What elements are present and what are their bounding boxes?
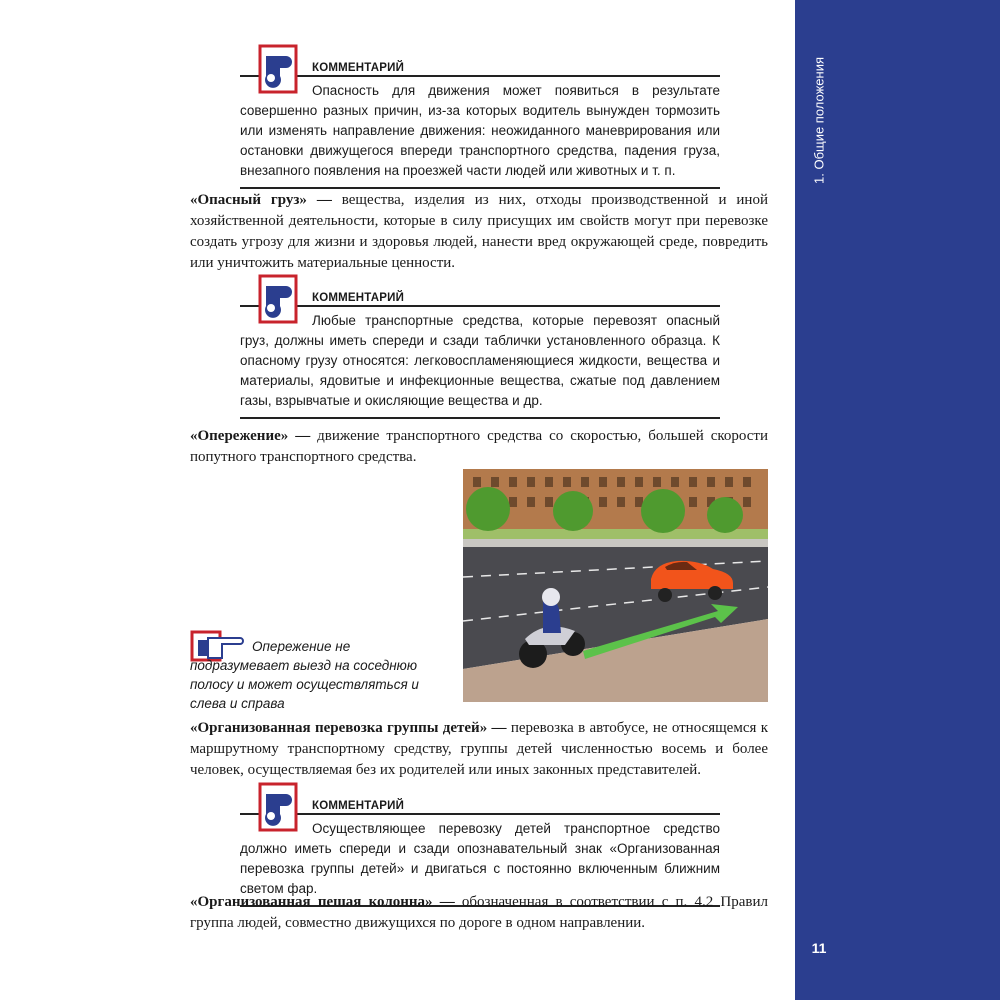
comment-header — [240, 796, 720, 815]
comment-box — [240, 58, 720, 189]
whistle-icon — [258, 44, 298, 94]
page-number: 11 — [811, 940, 827, 956]
term-title: «Опасный груз» — — [190, 192, 332, 208]
comment-label: КОММЕНТАРИЙ — [312, 800, 405, 812]
term-title: «Организованная пешая колонна» — — [190, 894, 455, 910]
comment-header — [240, 288, 720, 307]
definition-children-transport — [190, 718, 768, 781]
comment-text: Осуществляющее перевозку детей транспортное средство должно иметь спереди и сзади опознавательный знак «Организованная перевозка группы детей» и двигаться с постоянно включенным ближним светом фар. — [240, 821, 720, 896]
comment-text: Опасность для движения может появиться в результате совершенно разных причин, из-за которых водитель вынужден тормозить или изменять направление движения: неожиданного маневрирования или остановки движущегося впереди транспортного средства, падения груза, внезапного появления на проезжей части людей или животных и т. п. — [240, 83, 720, 178]
whistle-icon — [258, 274, 298, 324]
term-definition: движение транспортного средства со скоростью, большей скорости попутного транспортного средства. — [190, 428, 769, 465]
term-definition: перевозка в автобусе, не относящемся к маршрутному транспортному средству, группы детей численностью восемь и более человек, осуществляемая без их родителей или иных законных представителей. — [190, 720, 768, 778]
definition-outpacing — [190, 426, 768, 468]
definition-pedestrian-column — [190, 892, 768, 934]
comment-box — [240, 796, 720, 907]
comment-header — [240, 58, 720, 77]
term-title: «Опережение» — — [190, 428, 311, 444]
road-illustration — [463, 469, 768, 702]
comment-label: КОММЕНТАРИЙ — [312, 292, 405, 304]
term-definition: обозначенная в соответствии с п. 4.2 Правил группа людей, совместно движущихся по дороге в одном направлении. — [190, 894, 768, 931]
comment-box — [240, 288, 720, 419]
definition-dangerous-cargo — [190, 190, 768, 274]
tip-text: Опережение не подразумевает выезд на соседнюю полосу и может осуществляться и слева и справа — [190, 639, 419, 711]
comment-text: Любые транспортные средства, которые перевозят опасный груз, должны иметь спереди и сзади таблички установленного образца. К опасному грузу относятся: легковоспламеняющиеся жидкости, вещества и материалы, ядовитые и инфекционные вещества, сжатые под давлением газы, взрывчатые и окисляющие вещества и др. — [240, 313, 720, 408]
term-title: «Организованная перевозка группы детей» — — [190, 720, 507, 736]
comment-label: КОММЕНТАРИЙ — [312, 62, 405, 74]
term-definition: вещества, изделия из них, отходы производственной и иной хозяйственной деятельности, которые в силу присущих им свойств могут при перевозке создать угрозу для жизни и здоровья людей, нанести вред окружающей среде, повредить или уничтожить материальные ценности. — [190, 192, 768, 271]
chapter-title: 1. Общие положения — [811, 56, 827, 184]
whistle-icon — [258, 782, 298, 832]
